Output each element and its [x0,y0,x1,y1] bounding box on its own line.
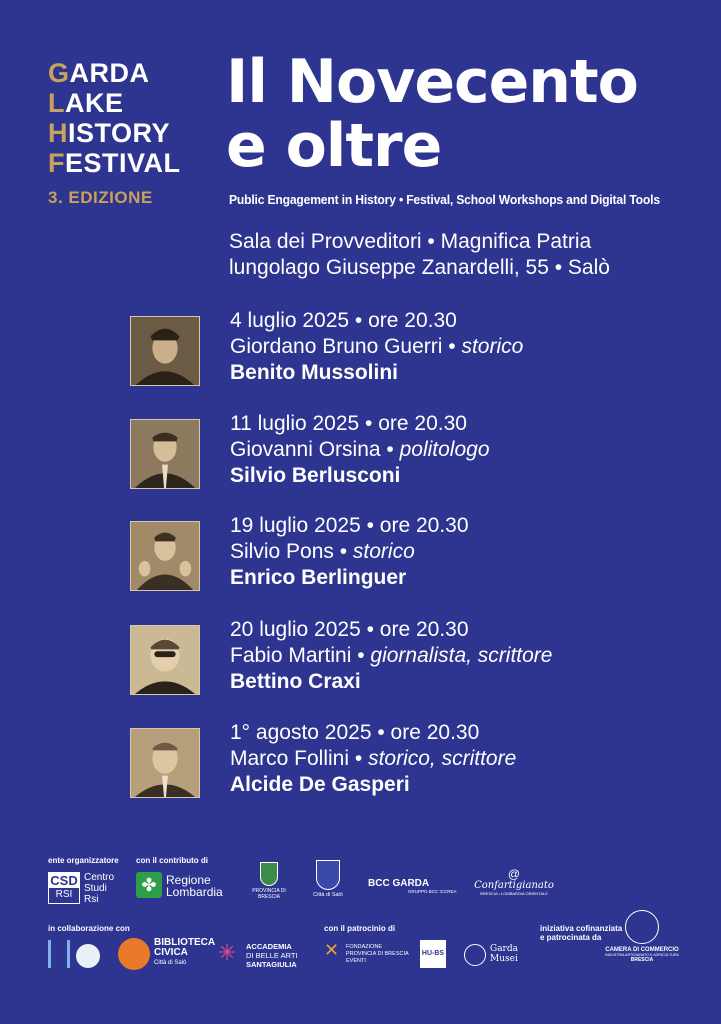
fondazione-text: FONDAZIONE [346,944,383,950]
civica-text: CIVICA [154,947,188,958]
bcc-text: BCC GARDA [368,878,430,889]
event-date: 4 luglio 2025 • ore 20.30 [230,309,457,332]
speaker-portrait [130,728,200,798]
accademia-logo [218,940,310,970]
logo-text-1: ARDA [69,58,150,88]
fondazione-eventi-text: EVENTI [346,958,366,964]
fondazione-logo [324,940,414,970]
festival-logo [48,58,181,178]
event-item [130,514,690,593]
accademia-text: ACCADEMIA [246,942,292,951]
contribution-caption: con il contributo di [136,856,208,865]
rsi-name-text: Rsi [84,894,99,905]
accademia-star-icon: ✳ [218,940,237,965]
speaker-portrait [130,419,200,489]
belle-arti-text: DI BELLE ARTI [246,951,298,960]
bcc-sub-text: GRUPPO BCC ICCREA [408,889,457,894]
event-role: politologo [399,438,490,461]
salo-crest-icon [316,860,340,890]
provincia-logo [252,862,286,906]
event-role: storico [352,540,415,563]
camera-seal-icon [625,910,659,944]
event-item [130,412,690,491]
biblioteca-city-text: Città di Salò [154,960,187,966]
speaker-portrait [130,625,200,695]
hubs-text: HU-BS [421,950,445,957]
event-speaker: Marco Follini • [230,747,369,770]
event-subject: Benito Mussolini [230,361,398,384]
salo-text: Città di Salò [313,892,343,898]
cofin-line-1: iniziativa cofinanziata [540,924,623,933]
logo-text-3: ISTORY [68,118,171,148]
citta-salo-logo [308,860,348,908]
event-subject: Silvio Berlusconi [230,464,401,487]
rsi-text: RSI [55,889,73,900]
speaker-portrait [130,316,200,386]
event-item [130,618,690,697]
fondazione-x-icon: ✕ [324,940,340,960]
logo-line-2: LAKE [48,88,124,118]
confartigianato-text: Confartigianato [474,880,554,891]
event-date: 1° agosto 2025 • ore 20.30 [230,721,480,744]
confartigianato-icon: @ [507,867,521,881]
confartigianato-sub-text: BRESCIA • LOMBARDIA ORIENTALE [480,891,548,896]
camera-sub-text: INDUSTRIA ARTIGIANATO E AGRICOLTURA [605,953,679,957]
csd-text: CSD [50,873,78,888]
confartigianato-logo [474,868,554,904]
event-item [130,309,690,388]
event-speaker: Giovanni Orsina • [230,438,400,461]
event-subject: Bettino Craxi [230,670,361,693]
biblioteca-icon [118,938,150,970]
sponsors-footer [0,850,721,1024]
biblioteca-text: BIBLIOTECA [154,937,216,948]
collab-logo-1-icon [48,940,70,968]
event-date: 11 luglio 2025 • ore 20.30 [230,412,467,435]
event-date: 20 luglio 2025 • ore 20.30 [230,618,469,641]
event-date: 19 luglio 2025 • ore 20.30 [230,514,469,537]
garda-musei-icon [464,944,486,966]
collab-caption: in collaborazione con [48,924,130,933]
event-speaker: Giordano Bruno Guerri • [230,335,462,358]
venue-line-1: Sala dei Provveditori • Magnifica Patria [229,230,592,253]
logo-line-1: GARDA [48,58,150,88]
event-item [130,721,690,800]
collab-logo-2-icon [76,944,100,968]
edition-label: 3. EDIZIONE [48,188,153,207]
title-line-1: Il Novecento [226,47,638,117]
collab-logos [48,940,104,972]
logo-text-4: ESTIVAL [65,148,181,178]
bcc-garda-logo [368,878,458,902]
csd-rsi-logo [48,872,118,906]
camera-commercio-logo [600,910,684,976]
camera-city-text: BRESCIA [630,957,654,963]
centro-text: Centro [84,872,115,883]
biblioteca-civica-logo [118,937,216,972]
organizer-caption: ente organizzatore [48,856,119,865]
main-title [226,47,638,181]
garda-text: Garda [490,944,518,954]
event-speaker: Fabio Martini • [230,644,371,667]
event-role: giornalista, scrittore [370,644,553,667]
lombardia-text: Lombardia [166,885,223,899]
regione-lombardia-logo [136,872,236,902]
venue [229,229,610,281]
logo-line-3: HISTORY [48,118,171,148]
cofin-line-2: e patrocinata da [540,933,602,942]
event-subject: Alcide De Gasperi [230,773,410,796]
venue-line-2: lungolago Giuseppe Zanardelli, 55 • Salò [229,256,610,279]
studi-text: Studi [84,883,107,894]
garda-musei-logo [464,940,524,970]
hubs-logo [420,940,446,968]
santagiulia-text: SANTAGIULIA [246,960,297,969]
event-subject: Enrico Berlinguer [230,566,407,589]
event-speaker: Silvio Pons • [230,540,353,563]
event-role: storico, scrittore [368,747,517,770]
musei-text: Musei [490,954,518,964]
provincia-crest-icon [260,862,278,886]
speaker-portrait [130,521,200,591]
camera-text: CAMERA DI COMMERCIO [605,947,679,953]
event-role: storico [461,335,524,358]
logo-text-2: AKE [65,88,124,118]
provincia-text: PROVINCIA DI BRESCIA [252,888,286,900]
regione-text: Regione [166,873,211,887]
title-line-2: e oltre [226,111,442,181]
fondazione-provincia-text: PROVINCIA DI BRESCIA [346,951,409,957]
subtitle: Public Engagement in History • Festival, School Workshops and Digital Tools [229,192,660,207]
lombardia-icon: ✤ [136,872,162,898]
patrocinio-caption: con il patrocinio di [324,924,396,933]
logo-line-4: FESTIVAL [48,148,181,178]
